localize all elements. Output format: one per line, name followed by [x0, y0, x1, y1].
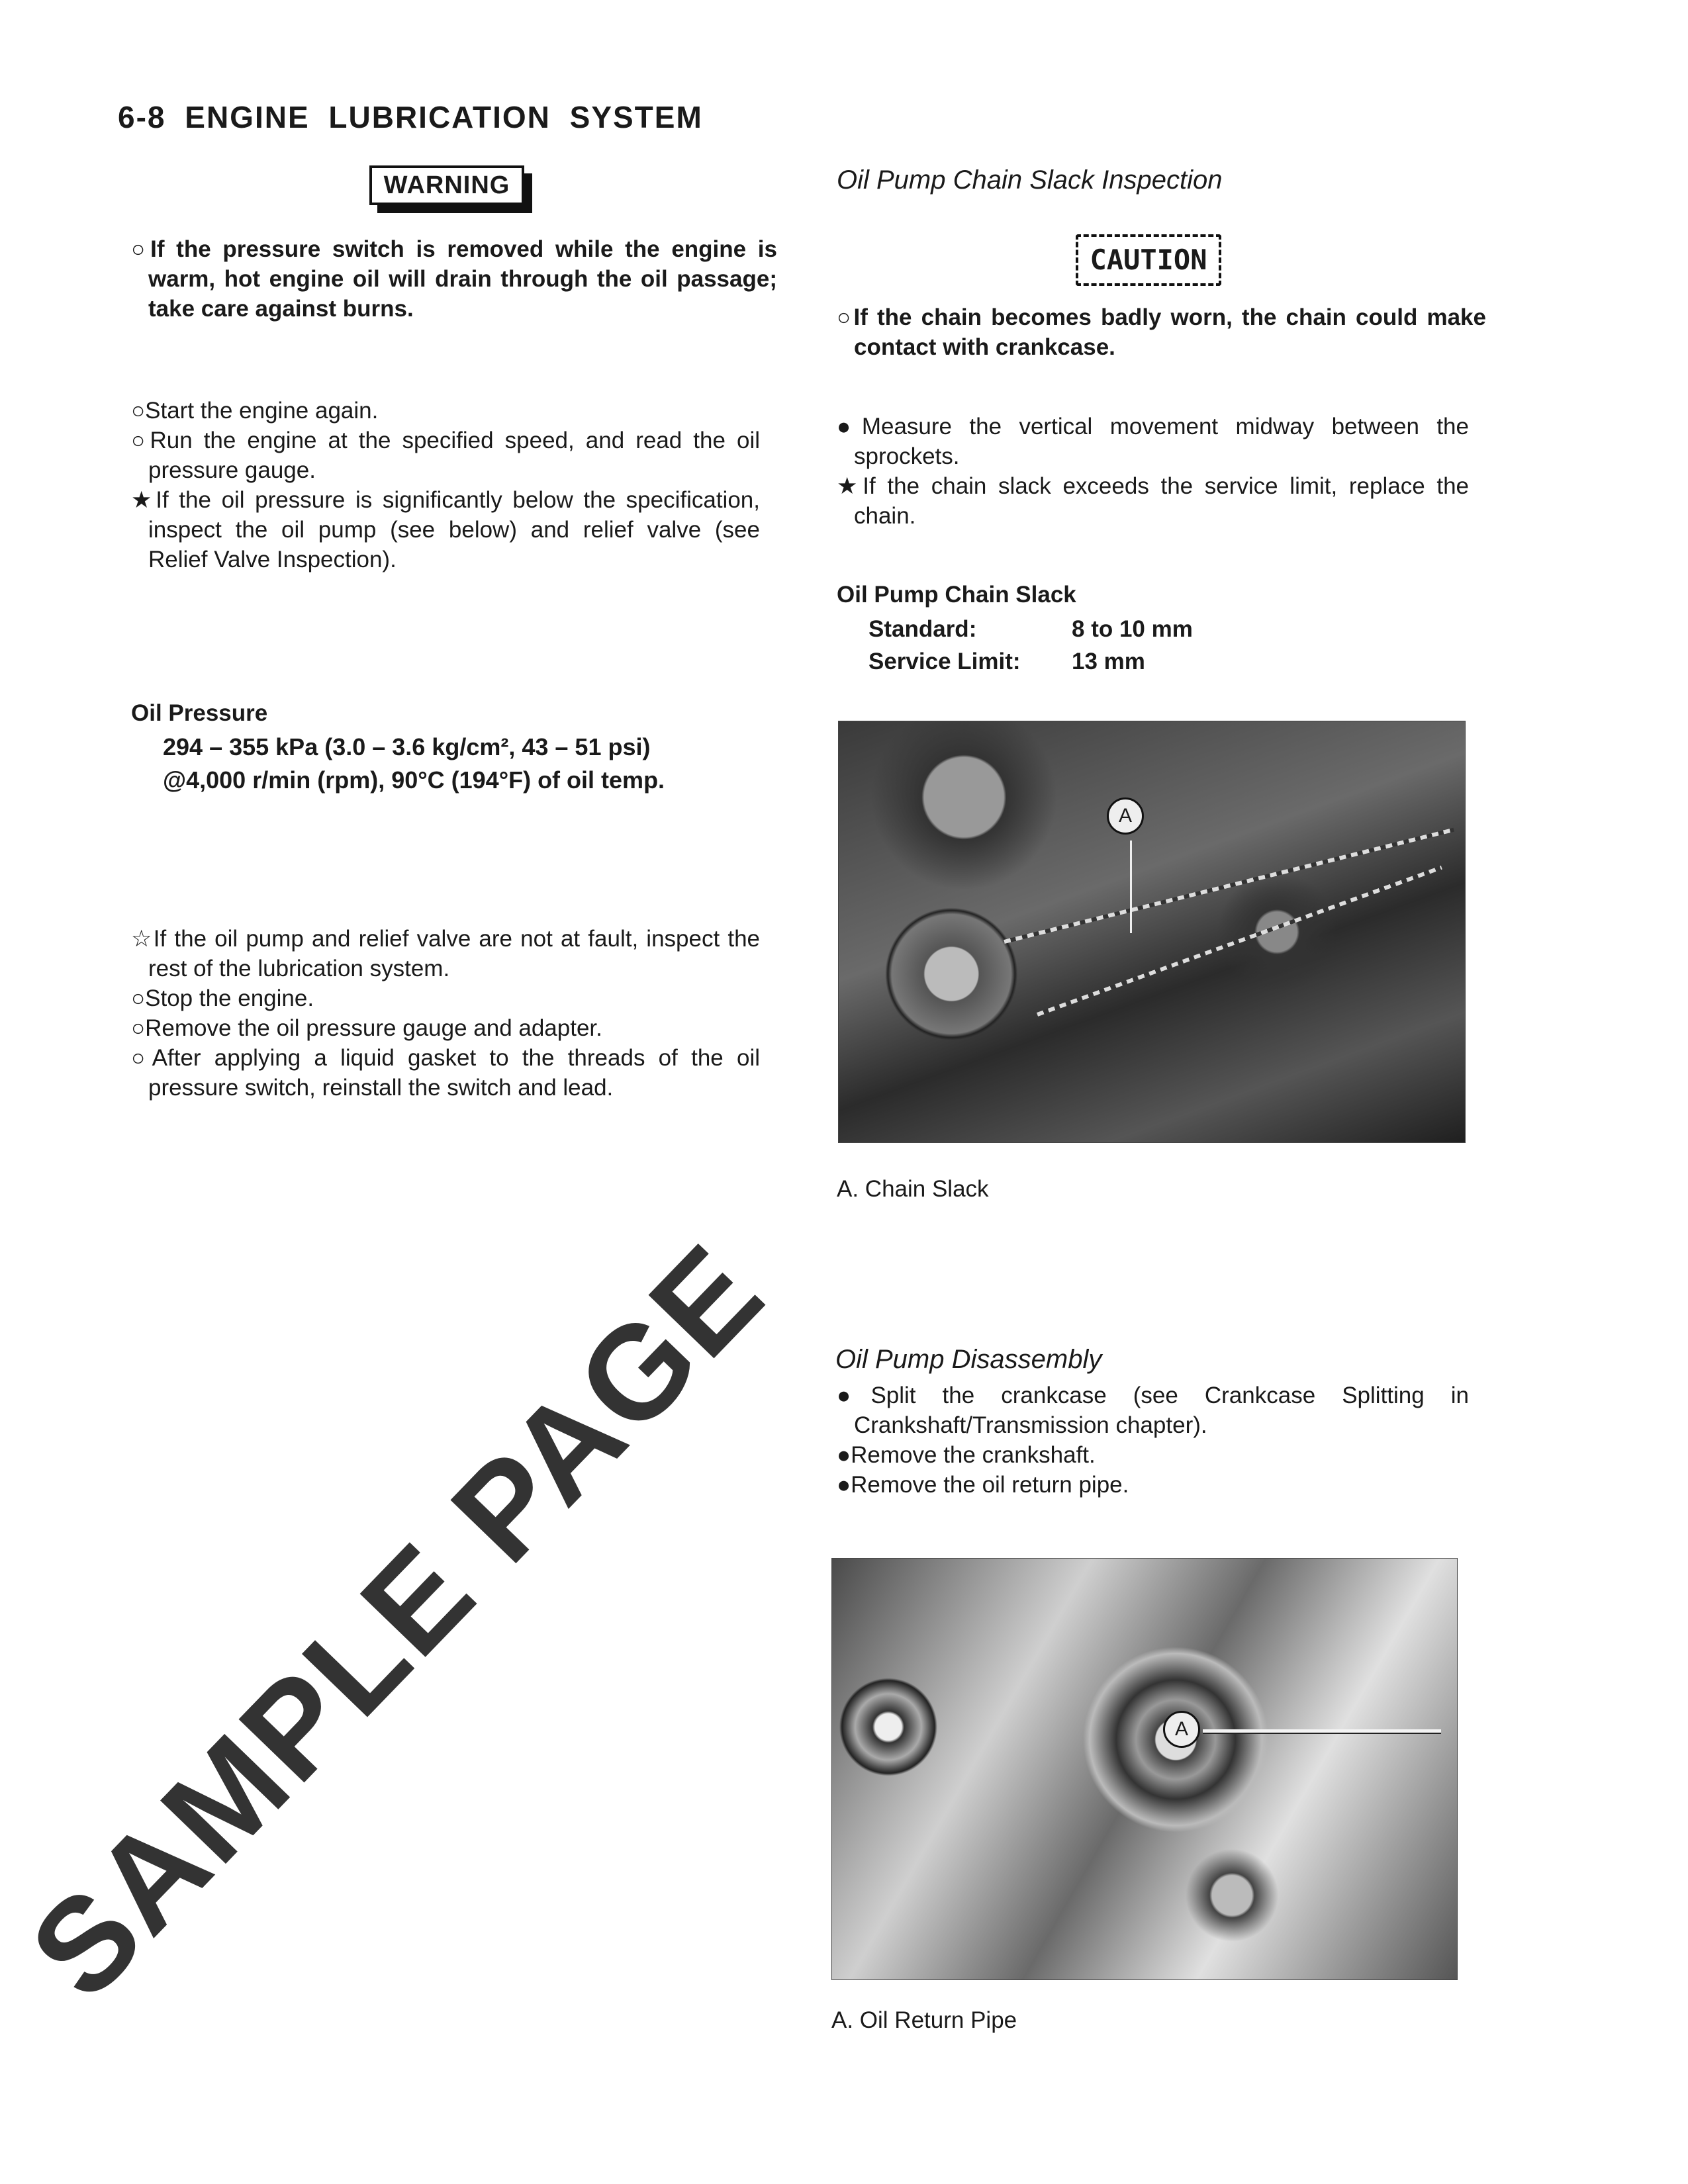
step: ○Stop the engine. — [131, 985, 314, 1011]
step: ○Run the engine at the specified speed, and read the oil pressure gauge. — [131, 428, 760, 483]
oil-pressure-spec-values — [163, 731, 665, 797]
page-header: 6-8 ENGINE LUBRICATION SYSTEM — [118, 100, 703, 134]
photo-caption: A. Oil Return Pipe — [831, 2007, 1017, 2033]
step: ○Remove the oil pressure gauge and adapter. — [131, 1015, 602, 1041]
spec-label: Standard: — [868, 616, 977, 642]
oil-return-pipe-photo — [831, 1558, 1458, 1980]
spec-value: 13 mm — [1072, 649, 1145, 674]
callout-leader — [1130, 841, 1132, 933]
spec-value: 8 to 10 mm — [1072, 616, 1193, 642]
step: ●Measure the vertical movement midway between the sprockets. — [837, 414, 1469, 469]
oil-pressure-spec-title: Oil Pressure — [131, 700, 268, 726]
chain-slack-spec-title: Oil Pump Chain Slack — [837, 582, 1076, 608]
section-title-disassembly: Oil Pump Disassembly — [835, 1345, 1102, 1374]
step: ●Split the crankcase (see Crankcase Splitting in Crankshaft/Transmission chapter). — [837, 1383, 1469, 1438]
section-title-chain-slack: Oil Pump Chain Slack Inspection — [837, 165, 1223, 195]
oil-return-pipe — [1203, 1729, 1441, 1734]
step: ○Start the engine again. — [131, 398, 379, 424]
spec-row — [868, 645, 1193, 678]
caution-label: CAUTION — [1076, 234, 1221, 286]
spec-label: Service Limit: — [868, 649, 1021, 674]
spec-line: 294 – 355 kPa (3.0 – 3.6 kg/cm², 43 – 51 psi) — [163, 733, 651, 760]
step: ☆If the oil pump and relief valve are not at fault, inspect the rest of the lubrication system. — [131, 926, 760, 981]
procedure-steps — [131, 396, 760, 574]
photo-caption: A. Chain Slack — [837, 1176, 989, 1202]
disassembly-steps — [837, 1381, 1469, 1500]
step: ○After applying a liquid gasket to the threads of the oil pressure switch, reinstall the switch and lead. — [131, 1045, 760, 1101]
caution-text: ○If the chain becomes badly worn, the chain could make contact with crankcase. — [837, 304, 1486, 360]
spec-line: @4,000 r/min (rpm), 90°C (194°F) of oil temp. — [163, 766, 665, 794]
chain-slack-photo — [838, 721, 1466, 1143]
step: ★If the oil pressure is significantly below the specification, inspect the oil pump (see below) and relief valve (see Relief Valve Inspection). — [131, 487, 760, 572]
chain-slack-spec-table — [868, 613, 1193, 678]
callout-a: A — [1163, 1711, 1200, 1748]
spec-row — [868, 613, 1193, 645]
procedure-steps-2 — [131, 924, 760, 1103]
warning-text: ○If the pressure switch is removed while the engine is warm, hot engine oil will drain through the oil passage; take care against burns. — [131, 236, 777, 322]
step: ★If the chain slack exceeds the service limit, replace the chain. — [837, 473, 1469, 529]
chain — [1037, 866, 1442, 1017]
chain-steps — [837, 412, 1469, 531]
step: ●Remove the crankshaft. — [837, 1442, 1096, 1468]
callout-a: A — [1107, 797, 1144, 835]
sample-page-watermark: SAMPLE PAGE — [2, 1216, 792, 2026]
step: ●Remove the oil return pipe. — [837, 1472, 1129, 1498]
warning-label: WARNING — [369, 165, 524, 205]
